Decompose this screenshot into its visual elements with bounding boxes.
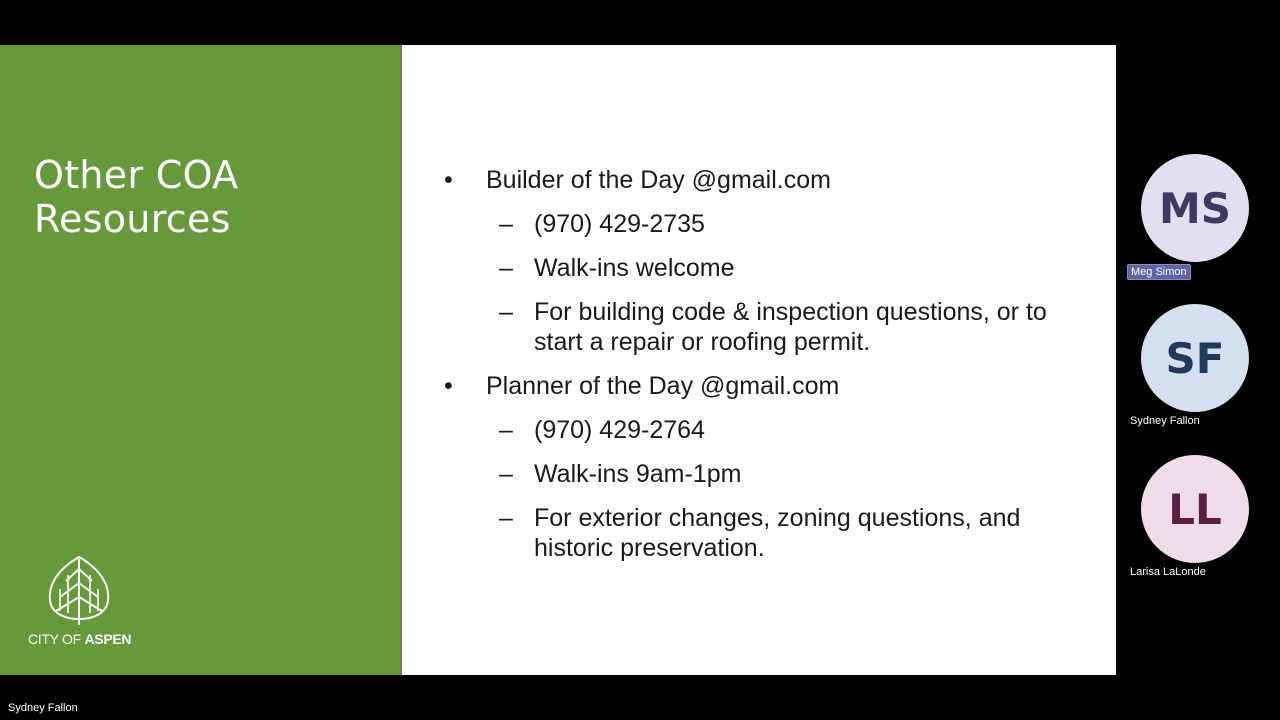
sub-bullet-dash: – xyxy=(499,210,513,238)
bullet-text: Planner of the Day @gmail.com xyxy=(486,372,840,400)
sub-bullet-dash: – xyxy=(499,460,513,488)
sub-bullet-dash: – xyxy=(499,504,513,532)
bullet-dot: • xyxy=(444,166,453,194)
presenter-name-label: Sydney Fallon xyxy=(8,702,78,714)
sub-bullet-dash: – xyxy=(499,298,513,326)
sub-bullet-text: Walk-ins welcome xyxy=(534,254,735,282)
logo-wordmark xyxy=(28,631,131,647)
sub-bullet-dash: – xyxy=(499,254,513,282)
bullet-dot: • xyxy=(444,372,453,400)
sub-bullet-text: (970) 429-2735 xyxy=(534,210,705,238)
logo-text-bold: ASPEN xyxy=(84,631,132,647)
sub-bullet-item xyxy=(444,459,1084,489)
sub-bullet-item xyxy=(444,503,1084,563)
slide-title-line-1: Other COA xyxy=(34,153,239,197)
bullet-list xyxy=(444,165,1084,577)
logo-text-light: CITY OF xyxy=(28,631,85,647)
avatar: SF xyxy=(1141,304,1249,412)
city-of-aspen-logo xyxy=(26,555,136,650)
shared-slide xyxy=(0,45,1116,675)
bullet-text: Builder of the Day @gmail.com xyxy=(486,166,831,194)
aspen-leaf-icon xyxy=(46,555,112,627)
avatar: MS xyxy=(1141,154,1249,262)
participant-name: Larisa LaLonde xyxy=(1130,566,1206,578)
sub-bullet-item xyxy=(444,209,1084,239)
sub-bullet-item xyxy=(444,415,1084,445)
avatar: LL xyxy=(1141,455,1249,563)
sub-bullet-text: For building code & inspection questions, or to start a repair or roofing permit. xyxy=(534,298,1047,356)
bullet-item xyxy=(444,165,1084,195)
slide-title-panel xyxy=(0,45,402,675)
participant-tile-sydney-fallon[interactable] xyxy=(1116,304,1280,444)
participant-gallery xyxy=(1116,0,1280,720)
participant-tile-larisa-lalonde[interactable] xyxy=(1116,455,1280,595)
slide-title-line-2: Resources xyxy=(34,197,231,241)
participant-tile-meg-simon[interactable] xyxy=(1116,154,1280,294)
sub-bullet-text: Walk-ins 9am-1pm xyxy=(534,460,742,488)
participant-name: Meg Simon xyxy=(1127,264,1191,280)
sub-bullet-item xyxy=(444,253,1084,283)
slide-title xyxy=(34,153,238,241)
sub-bullet-dash: – xyxy=(499,416,513,444)
sub-bullet-text: For exterior changes, zoning questions, and historic preservation. xyxy=(534,504,1021,562)
participant-name: Sydney Fallon xyxy=(1130,415,1200,427)
sub-bullet-item xyxy=(444,297,1084,357)
sub-bullet-text: (970) 429-2764 xyxy=(534,416,705,444)
bullet-item xyxy=(444,371,1084,401)
slide-content-panel xyxy=(402,45,1116,675)
